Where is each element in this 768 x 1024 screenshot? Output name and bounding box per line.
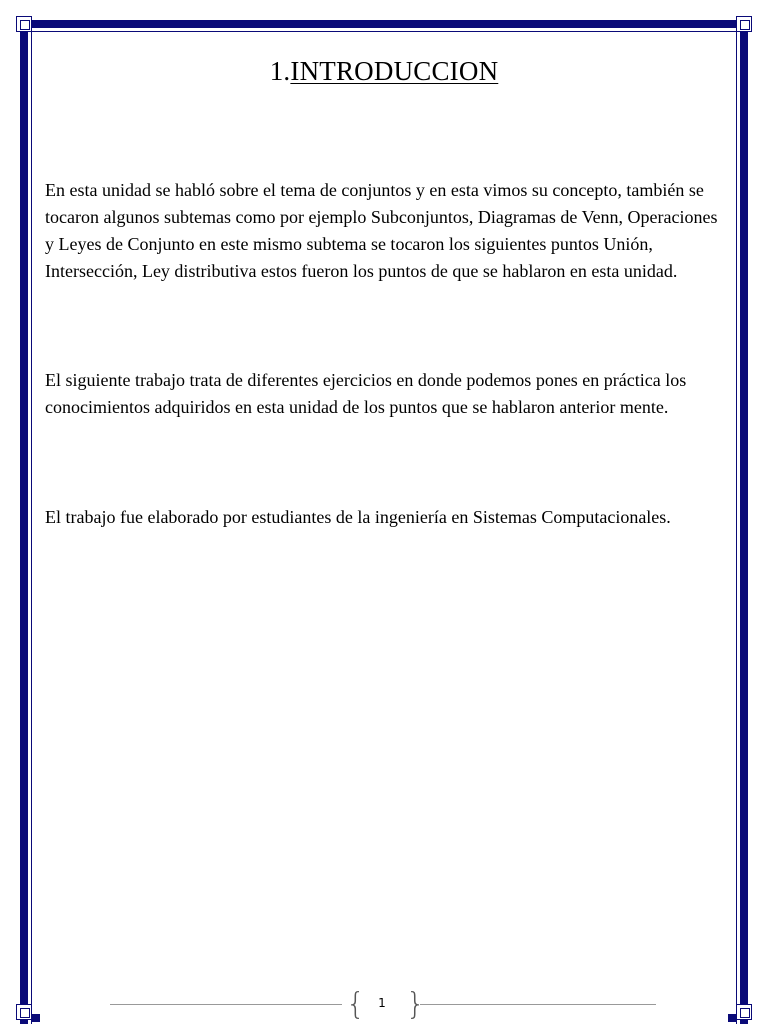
right-brace-icon: } [406,987,426,1022]
corner-fill-bottom-right [728,1014,736,1022]
footer-rule-left [110,1004,342,1005]
paragraph-1: En esta unidad se habló sobre el tema de conjuntos y en esta vimos su concepto, también se tocaron algunos subtemas como por ejemplo Subconjuntos, Diagramas de Venn, Operaciones y Leyes de Conjunto en este mismo subtema se tocaron los siguientes puntos Unión, Intersección, Ley distributiva estos fueron los puntos de que se hablaron en esta unidad. [45,180,718,281]
corner-ornament-top-right [736,16,752,32]
corner-ornament-bottom-right [736,1004,752,1020]
page-number: 1 [378,996,386,1010]
page-title [0,56,768,87]
corner-ornament-bottom-left [16,1004,32,1020]
paragraph-2: El siguiente trabajo trata de diferentes ejercicios en donde podemos pones en práctica los conocimientos adquiridos en esta unidad de los puntos que se hablaron anterior mente. [45,370,687,417]
paragraph-3: El trabajo fue elaborado por estudiantes de la ingeniería en Sistemas Computacionales. [45,507,671,527]
corner-fill-bottom-left [32,1014,40,1022]
title-number: 1. [269,56,291,86]
left-brace-icon: { [346,987,366,1022]
corner-ornament-top-left [16,16,32,32]
footer-rule-right [420,1004,656,1005]
title-text: INTRODUCCION [290,56,499,86]
